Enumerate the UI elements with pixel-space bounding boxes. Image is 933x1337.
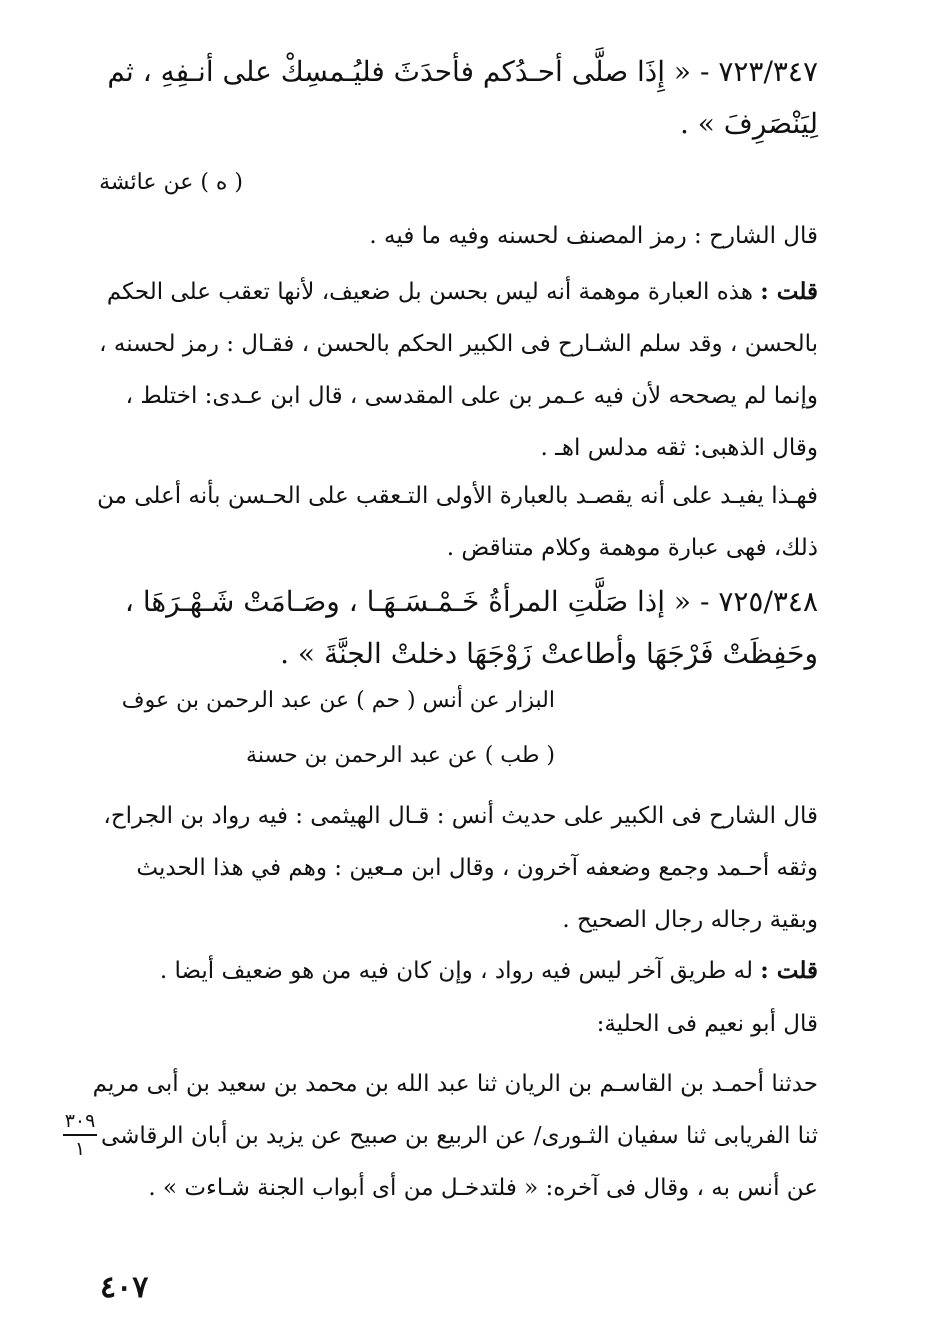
margin-reference	[60, 1110, 100, 1160]
paragraph-line: وبقية رجاله رجال الصحيح .	[562, 907, 818, 933]
hadith-347-line-1: ٧٢٣/٣٤٧ - « إِذَا صلَّى أحـدُكم فأحدَثَ فليُـمسِكْ على أنـفِهِ ، ثم	[107, 55, 818, 88]
hadith-347-line-2: لِيَنْصَرِفَ » .	[679, 107, 818, 140]
sharih-comment-2	[100, 790, 818, 946]
paragraph-line: فهـذا يفيـد على أنه يقصـد بالعبارة الأولى التـعقب على الحـسن بأنه أعلى من	[97, 483, 818, 509]
paragraph-line: عن أنس به ، وقال فى آخره: « فلتدخـل من أى أبواب الجنة شـاءت » .	[148, 1175, 818, 1201]
hadith-347	[100, 46, 818, 150]
paragraph-line: حدثنا أحمـد بن القاسـم بن الريان ثنا عبد الله بن محمد بن سعيد بن أبى مريم	[92, 1071, 818, 1097]
hadith-348-line-2: وحَفِظَتْ فَرْجَهَا وأطاعتْ زَوْجَهَا دخلتْ الجنَّةَ » .	[280, 637, 818, 670]
sharih-comment-1	[100, 210, 818, 262]
author-comment-2	[97, 470, 818, 574]
paragraph-line: وثقه أحـمد وجمع وضعفه آخرون ، وقال ابن مـعين : وهم في هذا الحديث	[136, 855, 818, 881]
margin-ref-top: ٣٠٩	[64, 1110, 96, 1132]
paragraph-line: قال الشارح فى الكبير على حديث أنس : قـال الهيثمى : فيه رواد بن الجراح،	[103, 803, 818, 829]
hadith-347-source	[99, 157, 243, 209]
qult-marker: قلت :	[760, 957, 818, 984]
hadith-348-source-1	[122, 675, 555, 727]
hadith-348-line-1: ٧٢٥/٣٤٨ - « إذا صَلَّتِ المرأةُ خَـمْـسَـهَـا ، وصَـامَتْ شَـهْـرَهَا ،	[124, 585, 818, 618]
page-number: ٤٠٧	[100, 1270, 149, 1305]
abu-nuaym-intro	[100, 998, 818, 1050]
paragraph-line: قلت : هذه العبارة موهمة أنه ليس بحسن بل ضعيف، لأنها تعقب على الحكم	[106, 278, 818, 305]
paragraph-line: وإنما لم يصححه لأن فيه عـمر بن على المقدسى ، قال ابن عـدى: اختلط ،	[125, 383, 818, 409]
margin-ref-bottom: ١	[74, 1138, 86, 1160]
qult-marker: قلت :	[760, 278, 818, 305]
author-comment-1	[100, 266, 818, 474]
margin-ref-divider	[63, 1134, 97, 1136]
paragraph-line: وقال الذهبى: ثقه مدلس اهـ .	[540, 435, 818, 461]
hadith-348	[100, 576, 818, 680]
paragraph-line: قال أبو نعيم فى الحلية:	[596, 1011, 818, 1037]
paragraph-line: قال الشارح : رمز المصنف لحسنه وفيه ما فيه .	[369, 223, 818, 249]
source-line: ( ه ) عن عائشة	[99, 170, 243, 195]
hadith-348-source-2	[246, 730, 555, 782]
paragraph-line: بالحسن ، وقد سلم الشـارح فى الكبير الحكم بالحسن ، فقـال : رمز لحسنه ،	[99, 331, 818, 357]
paragraph-line: قلت : له طريق آخر ليس فيه رواد ، وإن كان فيه من هو ضعيف أيضا .	[159, 957, 818, 984]
source-line: ( طب ) عن عبد الرحمن بن حسنة	[246, 743, 555, 768]
paragraph-line: ذلك، فهى عبارة موهمة وكلام متناقض .	[446, 535, 818, 561]
source-line: البزار عن أنس ( حم ) عن عبد الرحمن بن عوف	[121, 688, 555, 713]
author-comment-3	[100, 945, 818, 997]
paragraph-line: ثنا الفريابى ثنا سفيان الثـورى/ عن الربيع بن صبيح عن يزيد بن أبان الرقاشى	[100, 1123, 818, 1149]
isnad-paragraph	[92, 1058, 818, 1214]
